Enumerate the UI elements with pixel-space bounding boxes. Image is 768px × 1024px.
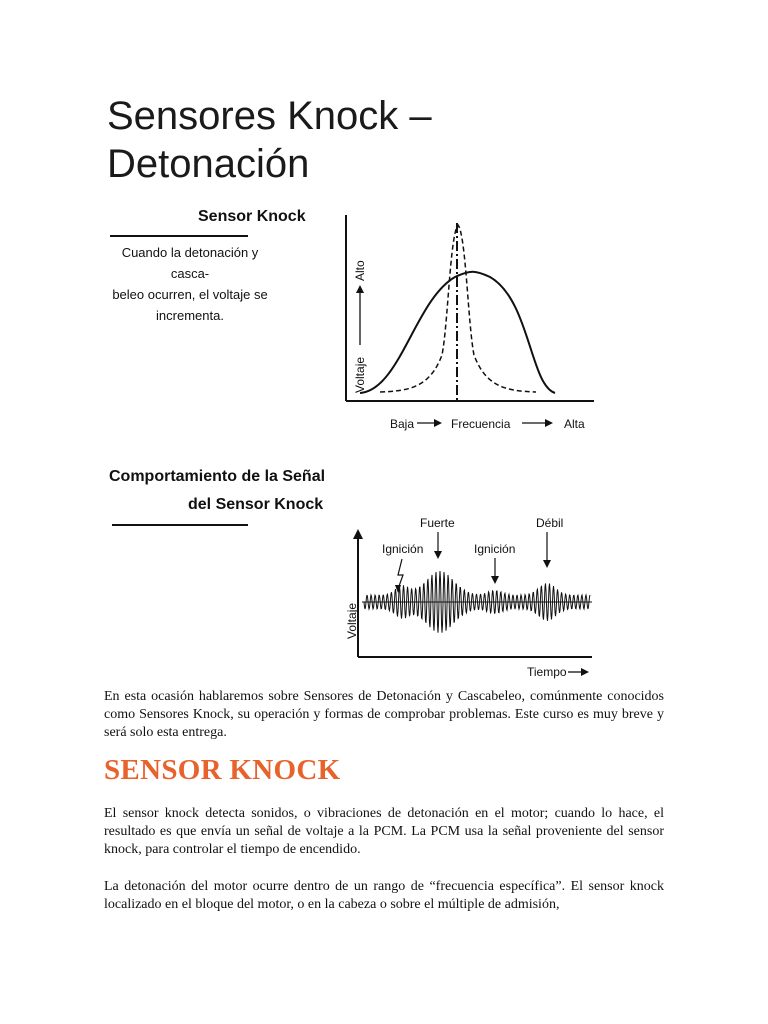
y-axis-label: Voltaje bbox=[353, 356, 367, 393]
figure2-rule bbox=[112, 524, 248, 526]
section-paragraph-2: La detonación del motor ocurre dentro de un rango de “frecuencia específica”. El sensor knock localizado en el bloque del motor, o en la cabeza o sobre el múltiple de admisión, bbox=[104, 879, 664, 912]
page-title bbox=[107, 92, 667, 188]
page-title-line-1: Sensores Knock – bbox=[107, 94, 432, 138]
arrow-down-icon bbox=[491, 576, 499, 584]
figure2-heading-line-2: del Sensor Knock bbox=[188, 496, 324, 513]
spark-icon bbox=[398, 559, 403, 589]
section-heading: SENSOR KNOCK bbox=[104, 754, 341, 786]
y-axis-high-label: Alto bbox=[353, 260, 367, 281]
x-axis-low-label: Baja bbox=[390, 417, 415, 431]
arrow-right-icon bbox=[581, 668, 589, 676]
annotation-strong: Fuerte bbox=[420, 516, 455, 530]
figure1-caption-line-3: incrementa. bbox=[156, 308, 224, 323]
x-arrow-2 bbox=[545, 419, 553, 427]
arrow-down-icon bbox=[543, 560, 551, 568]
x-arrow-1 bbox=[434, 419, 442, 427]
x-axis-mid-label: Frecuencia bbox=[451, 417, 511, 431]
intro-paragraph: En esta ocasión hablaremos sobre Sensores de Detonación y Cascabeleo, comúnmente conocidos como Sensores Knock, su operación y formas de comprobar problemas. Este curso es muy breve y será solo esta entrega. bbox=[104, 689, 664, 740]
annotation-ignition-2: Ignición bbox=[474, 542, 516, 556]
figure1-caption-line-1: Cuando la detonación y casca- bbox=[121, 245, 259, 281]
x-axis-high-label: Alta bbox=[564, 417, 585, 431]
figure1-rule bbox=[110, 235, 248, 237]
figure1-caption-line-2: beleo ocurren, el voltaje se bbox=[112, 287, 268, 302]
figure1-caption bbox=[105, 242, 275, 326]
arrow-down-icon bbox=[434, 551, 442, 559]
section-paragraph-1: El sensor knock detecta sonidos, o vibraciones de detonación en el motor; cuando lo hace, el resultado es que envía un señal de voltaje a la PCM. La PCM usa la señal proveniente del sensor knock, para controlar el tiempo de encendido. bbox=[104, 806, 664, 857]
annotation-weak: Débil bbox=[536, 516, 564, 530]
y-axis-label: Voltaje bbox=[345, 602, 359, 639]
page-title-line-2: Detonación bbox=[107, 142, 310, 186]
x-axis-label: Tiempo bbox=[527, 665, 567, 679]
frequency-response-graph bbox=[330, 205, 600, 440]
knock-signal-graph bbox=[340, 505, 600, 680]
figure2-heading-line-1: Comportamiento de la Señal bbox=[109, 468, 326, 485]
figure1-heading: Sensor Knock bbox=[198, 208, 306, 225]
annotation-ignition-1: Ignición bbox=[382, 542, 424, 556]
